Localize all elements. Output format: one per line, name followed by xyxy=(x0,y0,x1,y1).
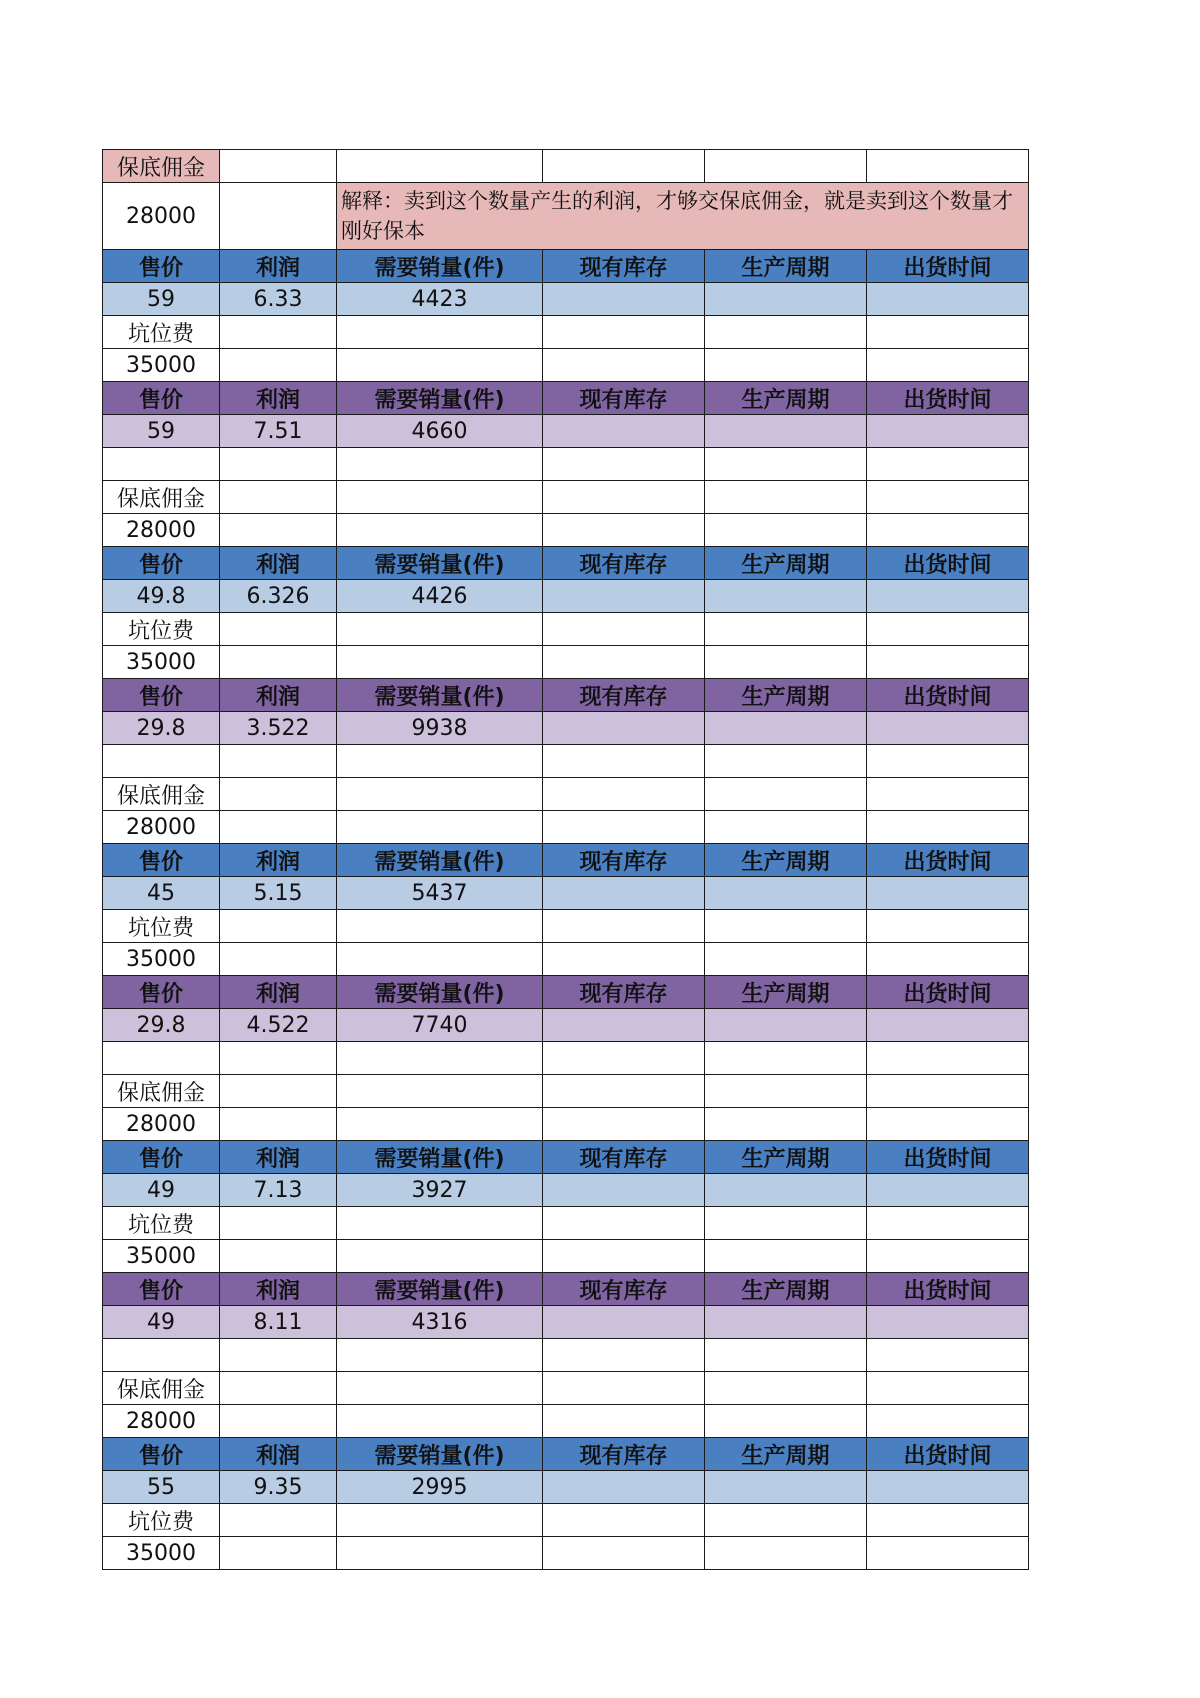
empty-cell[interactable] xyxy=(337,1372,543,1405)
empty-cell[interactable] xyxy=(705,1504,867,1537)
quantity-cell[interactable]: 5437 xyxy=(337,877,543,910)
spacer-row xyxy=(103,448,1029,481)
header-row xyxy=(103,976,1029,1009)
empty-cell[interactable] xyxy=(543,877,705,910)
quantity-cell[interactable]: 3927 xyxy=(337,1174,543,1207)
empty-cell[interactable] xyxy=(705,811,867,844)
empty-cell[interactable] xyxy=(220,183,337,250)
fee-value-cell[interactable]: 35000 xyxy=(103,646,220,679)
empty-cell[interactable] xyxy=(543,514,705,547)
empty-cell[interactable] xyxy=(543,910,705,943)
empty-cell[interactable] xyxy=(705,943,867,976)
empty-cell[interactable] xyxy=(337,778,543,811)
column-header[interactable]: 售价 xyxy=(103,844,220,877)
empty-cell[interactable] xyxy=(867,811,1029,844)
fee-label-row xyxy=(103,150,1029,183)
empty-cell[interactable] xyxy=(220,1240,337,1273)
column-header[interactable]: 出货时间 xyxy=(867,844,1029,877)
empty-cell[interactable] xyxy=(337,745,543,778)
column-header[interactable]: 出货时间 xyxy=(867,976,1029,1009)
value-row xyxy=(103,415,1029,448)
empty-cell[interactable] xyxy=(220,811,337,844)
profit-cell[interactable]: 6.326 xyxy=(220,580,337,613)
empty-cell[interactable] xyxy=(220,481,337,514)
empty-cell[interactable] xyxy=(103,1339,220,1372)
fee-label-cell[interactable]: 保底佣金 xyxy=(103,778,220,811)
column-header[interactable]: 利润 xyxy=(220,1141,337,1174)
empty-cell[interactable] xyxy=(543,778,705,811)
column-header[interactable]: 生产周期 xyxy=(705,1273,867,1306)
empty-cell[interactable] xyxy=(867,1240,1029,1273)
empty-cell[interactable] xyxy=(220,1372,337,1405)
empty-cell[interactable] xyxy=(705,580,867,613)
column-header[interactable]: 出货时间 xyxy=(867,679,1029,712)
value-row xyxy=(103,1471,1029,1504)
fee-value-row xyxy=(103,349,1029,382)
empty-cell[interactable] xyxy=(867,349,1029,382)
fee-value-cell[interactable]: 28000 xyxy=(103,514,220,547)
empty-cell[interactable] xyxy=(705,448,867,481)
empty-cell[interactable] xyxy=(543,745,705,778)
fee-value-cell[interactable]: 35000 xyxy=(103,349,220,382)
empty-cell[interactable] xyxy=(705,415,867,448)
column-header[interactable]: 需要销量(件) xyxy=(337,1141,543,1174)
column-header[interactable]: 现有库存 xyxy=(543,679,705,712)
column-header[interactable]: 生产周期 xyxy=(705,250,867,283)
empty-cell[interactable] xyxy=(337,150,543,183)
header-row xyxy=(103,1438,1029,1471)
column-header[interactable]: 现有库存 xyxy=(543,1438,705,1471)
empty-cell[interactable] xyxy=(337,349,543,382)
fee-label-row xyxy=(103,1372,1029,1405)
price-cell[interactable]: 55 xyxy=(103,1471,220,1504)
price-cell[interactable]: 49 xyxy=(103,1306,220,1339)
column-header[interactable]: 生产周期 xyxy=(705,1141,867,1174)
profit-cell[interactable]: 7.13 xyxy=(220,1174,337,1207)
column-header[interactable]: 出货时间 xyxy=(867,1438,1029,1471)
empty-cell[interactable] xyxy=(867,1372,1029,1405)
value-row xyxy=(103,1306,1029,1339)
empty-cell[interactable] xyxy=(103,745,220,778)
empty-cell[interactable] xyxy=(705,877,867,910)
pricing-sheet xyxy=(102,149,1029,1570)
fee-value-cell[interactable]: 28000 xyxy=(103,183,220,250)
price-cell[interactable]: 45 xyxy=(103,877,220,910)
empty-cell[interactable] xyxy=(220,316,337,349)
empty-cell[interactable] xyxy=(705,1405,867,1438)
empty-cell[interactable] xyxy=(867,283,1029,316)
fee-value-row xyxy=(103,1405,1029,1438)
column-header[interactable]: 利润 xyxy=(220,382,337,415)
empty-cell[interactable] xyxy=(705,778,867,811)
spacer-row xyxy=(103,745,1029,778)
fee-label-cell[interactable]: 保底佣金 xyxy=(103,1075,220,1108)
empty-cell[interactable] xyxy=(705,150,867,183)
profit-cell[interactable]: 9.35 xyxy=(220,1471,337,1504)
empty-cell[interactable] xyxy=(220,1537,337,1570)
empty-cell[interactable] xyxy=(867,1174,1029,1207)
empty-cell[interactable] xyxy=(337,1504,543,1537)
price-cell[interactable]: 49 xyxy=(103,1174,220,1207)
column-header[interactable]: 现有库存 xyxy=(543,547,705,580)
empty-cell[interactable] xyxy=(543,646,705,679)
empty-cell[interactable] xyxy=(337,1075,543,1108)
column-header[interactable]: 现有库存 xyxy=(543,382,705,415)
fee-label-row xyxy=(103,1207,1029,1240)
empty-cell[interactable] xyxy=(220,1042,337,1075)
profit-cell[interactable]: 8.11 xyxy=(220,1306,337,1339)
empty-cell[interactable] xyxy=(220,778,337,811)
empty-cell[interactable] xyxy=(337,910,543,943)
fee-label-row xyxy=(103,316,1029,349)
value-row xyxy=(103,283,1029,316)
column-header[interactable]: 现有库存 xyxy=(543,1141,705,1174)
profit-cell[interactable]: 7.51 xyxy=(220,415,337,448)
column-header[interactable]: 出货时间 xyxy=(867,250,1029,283)
column-header[interactable]: 需要销量(件) xyxy=(337,382,543,415)
empty-cell[interactable] xyxy=(867,514,1029,547)
spacer-row xyxy=(103,1339,1029,1372)
quantity-cell[interactable]: 4316 xyxy=(337,1306,543,1339)
empty-cell[interactable] xyxy=(867,1108,1029,1141)
empty-cell[interactable] xyxy=(705,514,867,547)
column-header[interactable]: 生产周期 xyxy=(705,547,867,580)
empty-cell[interactable] xyxy=(867,150,1029,183)
price-cell[interactable]: 29.8 xyxy=(103,1009,220,1042)
empty-cell[interactable] xyxy=(705,1207,867,1240)
empty-cell[interactable] xyxy=(337,514,543,547)
empty-cell[interactable] xyxy=(337,1405,543,1438)
empty-cell[interactable] xyxy=(220,448,337,481)
empty-cell[interactable] xyxy=(337,811,543,844)
price-cell[interactable]: 49.8 xyxy=(103,580,220,613)
column-header[interactable]: 售价 xyxy=(103,1438,220,1471)
empty-cell[interactable] xyxy=(867,1537,1029,1570)
empty-cell[interactable] xyxy=(705,1339,867,1372)
empty-cell[interactable] xyxy=(543,1075,705,1108)
empty-cell[interactable] xyxy=(543,1339,705,1372)
header-row xyxy=(103,382,1029,415)
empty-cell[interactable] xyxy=(337,1339,543,1372)
empty-cell[interactable] xyxy=(705,1009,867,1042)
column-header[interactable]: 利润 xyxy=(220,1273,337,1306)
empty-cell[interactable] xyxy=(867,316,1029,349)
empty-cell[interactable] xyxy=(543,415,705,448)
header-row xyxy=(103,844,1029,877)
fee-value-cell[interactable]: 35000 xyxy=(103,1537,220,1570)
empty-cell[interactable] xyxy=(867,1339,1029,1372)
fee-label-cell[interactable]: 坑位费 xyxy=(103,1207,220,1240)
column-header[interactable]: 生产周期 xyxy=(705,679,867,712)
empty-cell[interactable] xyxy=(543,1306,705,1339)
value-row xyxy=(103,580,1029,613)
empty-cell[interactable] xyxy=(543,1108,705,1141)
column-header[interactable]: 出货时间 xyxy=(867,1273,1029,1306)
header-row xyxy=(103,250,1029,283)
column-header[interactable]: 利润 xyxy=(220,1438,337,1471)
fee-value-row xyxy=(103,1537,1029,1570)
column-header[interactable]: 需要销量(件) xyxy=(337,679,543,712)
quantity-cell[interactable]: 9938 xyxy=(337,712,543,745)
empty-cell[interactable] xyxy=(543,1240,705,1273)
empty-cell[interactable] xyxy=(543,316,705,349)
fee-label-row xyxy=(103,481,1029,514)
empty-cell[interactable] xyxy=(220,1339,337,1372)
empty-cell[interactable] xyxy=(337,943,543,976)
empty-cell[interactable] xyxy=(705,1174,867,1207)
empty-cell[interactable] xyxy=(220,910,337,943)
empty-cell[interactable] xyxy=(705,910,867,943)
price-cell[interactable]: 59 xyxy=(103,415,220,448)
empty-cell[interactable] xyxy=(867,1009,1029,1042)
fee-label-cell[interactable]: 坑位费 xyxy=(103,1504,220,1537)
fee-label-cell[interactable]: 坑位费 xyxy=(103,613,220,646)
column-header[interactable]: 售价 xyxy=(103,1141,220,1174)
empty-cell[interactable] xyxy=(220,943,337,976)
column-header[interactable]: 生产周期 xyxy=(705,382,867,415)
empty-cell[interactable] xyxy=(543,150,705,183)
empty-cell[interactable] xyxy=(220,1504,337,1537)
column-header[interactable]: 利润 xyxy=(220,250,337,283)
fee-value-cell[interactable]: 28000 xyxy=(103,1108,220,1141)
empty-cell[interactable] xyxy=(867,877,1029,910)
empty-cell[interactable] xyxy=(867,448,1029,481)
empty-cell[interactable] xyxy=(705,1372,867,1405)
column-header[interactable]: 出货时间 xyxy=(867,547,1029,580)
empty-cell[interactable] xyxy=(543,1405,705,1438)
fee-label-row xyxy=(103,613,1029,646)
empty-cell[interactable] xyxy=(705,646,867,679)
empty-cell[interactable] xyxy=(705,283,867,316)
fee-value-row xyxy=(103,646,1029,679)
fee-label-row xyxy=(103,910,1029,943)
empty-cell[interactable] xyxy=(337,646,543,679)
empty-cell[interactable] xyxy=(867,1471,1029,1504)
fee-label-row xyxy=(103,778,1029,811)
empty-cell[interactable] xyxy=(867,1075,1029,1108)
fee-value-cell[interactable]: 28000 xyxy=(103,811,220,844)
column-header[interactable]: 利润 xyxy=(220,844,337,877)
fee-label-cell[interactable]: 坑位费 xyxy=(103,910,220,943)
empty-cell[interactable] xyxy=(543,1504,705,1537)
quantity-cell[interactable]: 7740 xyxy=(337,1009,543,1042)
quantity-cell[interactable]: 2995 xyxy=(337,1471,543,1504)
empty-cell[interactable] xyxy=(705,316,867,349)
empty-cell[interactable] xyxy=(867,943,1029,976)
empty-cell[interactable] xyxy=(867,1306,1029,1339)
column-header[interactable]: 生产周期 xyxy=(705,844,867,877)
column-header[interactable]: 售价 xyxy=(103,1273,220,1306)
empty-cell[interactable] xyxy=(543,448,705,481)
empty-cell[interactable] xyxy=(220,646,337,679)
empty-cell[interactable] xyxy=(543,1372,705,1405)
empty-cell[interactable] xyxy=(705,1108,867,1141)
fee-value-row xyxy=(103,811,1029,844)
fee-value-row xyxy=(103,943,1029,976)
fee-value-row xyxy=(103,514,1029,547)
empty-cell[interactable] xyxy=(220,1075,337,1108)
empty-cell[interactable] xyxy=(543,943,705,976)
column-header[interactable]: 需要销量(件) xyxy=(337,1273,543,1306)
empty-cell[interactable] xyxy=(220,349,337,382)
empty-cell[interactable] xyxy=(867,415,1029,448)
empty-cell[interactable] xyxy=(220,1108,337,1141)
price-cell[interactable]: 59 xyxy=(103,283,220,316)
spacer-row xyxy=(103,1042,1029,1075)
value-row xyxy=(103,1174,1029,1207)
empty-cell[interactable] xyxy=(705,1471,867,1504)
empty-cell[interactable] xyxy=(705,613,867,646)
empty-cell[interactable] xyxy=(705,481,867,514)
empty-cell[interactable] xyxy=(543,1471,705,1504)
empty-cell[interactable] xyxy=(220,514,337,547)
column-header[interactable]: 售价 xyxy=(103,679,220,712)
empty-cell[interactable] xyxy=(867,778,1029,811)
column-header[interactable]: 生产周期 xyxy=(705,976,867,1009)
empty-cell[interactable] xyxy=(867,613,1029,646)
header-row xyxy=(103,679,1029,712)
empty-cell[interactable] xyxy=(103,448,220,481)
fee-label-cell[interactable]: 保底佣金 xyxy=(103,150,220,183)
empty-cell[interactable] xyxy=(867,910,1029,943)
column-header[interactable]: 需要销量(件) xyxy=(337,844,543,877)
empty-cell[interactable] xyxy=(337,481,543,514)
empty-cell[interactable] xyxy=(543,712,705,745)
column-header[interactable]: 需要销量(件) xyxy=(337,1438,543,1471)
header-row xyxy=(103,1273,1029,1306)
fee-value-cell[interactable]: 35000 xyxy=(103,943,220,976)
column-header[interactable]: 利润 xyxy=(220,976,337,1009)
empty-cell[interactable] xyxy=(867,580,1029,613)
profit-cell[interactable]: 5.15 xyxy=(220,877,337,910)
empty-cell[interactable] xyxy=(543,1174,705,1207)
column-header[interactable]: 出货时间 xyxy=(867,382,1029,415)
fee-label-cell[interactable]: 保底佣金 xyxy=(103,481,220,514)
empty-cell[interactable] xyxy=(220,1207,337,1240)
column-header[interactable]: 售价 xyxy=(103,382,220,415)
empty-cell[interactable] xyxy=(705,349,867,382)
fee-value-row xyxy=(103,1240,1029,1273)
empty-cell[interactable] xyxy=(220,745,337,778)
column-header[interactable]: 售价 xyxy=(103,976,220,1009)
column-header[interactable]: 售价 xyxy=(103,547,220,580)
empty-cell[interactable] xyxy=(337,448,543,481)
empty-cell[interactable] xyxy=(543,349,705,382)
price-cell[interactable]: 29.8 xyxy=(103,712,220,745)
fee-label-cell[interactable]: 保底佣金 xyxy=(103,1372,220,1405)
empty-cell[interactable] xyxy=(543,481,705,514)
empty-cell[interactable] xyxy=(867,481,1029,514)
column-header[interactable]: 生产周期 xyxy=(705,1438,867,1471)
empty-cell[interactable] xyxy=(705,1075,867,1108)
column-header[interactable]: 出货时间 xyxy=(867,1141,1029,1174)
empty-cell[interactable] xyxy=(867,1207,1029,1240)
empty-cell[interactable] xyxy=(867,1504,1029,1537)
empty-cell[interactable] xyxy=(705,1537,867,1570)
column-header[interactable]: 现有库存 xyxy=(543,1273,705,1306)
column-header[interactable]: 需要销量(件) xyxy=(337,976,543,1009)
empty-cell[interactable] xyxy=(543,811,705,844)
fee-value-cell[interactable]: 35000 xyxy=(103,1240,220,1273)
profit-cell[interactable]: 4.522 xyxy=(220,1009,337,1042)
empty-cell[interactable] xyxy=(220,1405,337,1438)
empty-cell[interactable] xyxy=(867,1042,1029,1075)
value-row xyxy=(103,712,1029,745)
empty-cell[interactable] xyxy=(220,613,337,646)
header-row xyxy=(103,1141,1029,1174)
quantity-cell[interactable]: 4426 xyxy=(337,580,543,613)
column-header[interactable]: 需要销量(件) xyxy=(337,250,543,283)
empty-cell[interactable] xyxy=(867,646,1029,679)
value-row xyxy=(103,877,1029,910)
empty-cell[interactable] xyxy=(543,1537,705,1570)
empty-cell[interactable] xyxy=(337,1240,543,1273)
note-cell[interactable]: 解释：卖到这个数量产生的利润，才够交保底佣金，就是卖到这个数量才刚好保本 xyxy=(337,183,1029,250)
column-header[interactable]: 现有库存 xyxy=(543,844,705,877)
empty-cell[interactable] xyxy=(867,712,1029,745)
header-row xyxy=(103,547,1029,580)
column-header[interactable]: 现有库存 xyxy=(543,976,705,1009)
fee-value-cell[interactable]: 28000 xyxy=(103,1405,220,1438)
empty-cell[interactable] xyxy=(543,580,705,613)
empty-cell[interactable] xyxy=(543,1207,705,1240)
fee-value-row xyxy=(103,183,1029,250)
column-header[interactable]: 利润 xyxy=(220,547,337,580)
empty-cell[interactable] xyxy=(220,150,337,183)
empty-cell[interactable] xyxy=(867,1405,1029,1438)
empty-cell[interactable] xyxy=(337,1042,543,1075)
empty-cell[interactable] xyxy=(337,1108,543,1141)
empty-cell[interactable] xyxy=(705,745,867,778)
fee-value-row xyxy=(103,1108,1029,1141)
fee-label-row xyxy=(103,1075,1029,1108)
empty-cell[interactable] xyxy=(337,1537,543,1570)
empty-cell[interactable] xyxy=(337,316,543,349)
empty-cell[interactable] xyxy=(705,1240,867,1273)
empty-cell[interactable] xyxy=(705,712,867,745)
fee-label-cell[interactable]: 坑位费 xyxy=(103,316,220,349)
quantity-cell[interactable]: 4423 xyxy=(337,283,543,316)
quantity-cell[interactable]: 4660 xyxy=(337,415,543,448)
profit-cell[interactable]: 3.522 xyxy=(220,712,337,745)
empty-cell[interactable] xyxy=(543,1009,705,1042)
empty-cell[interactable] xyxy=(705,1306,867,1339)
value-row xyxy=(103,1009,1029,1042)
column-header[interactable]: 需要销量(件) xyxy=(337,547,543,580)
empty-cell[interactable] xyxy=(543,613,705,646)
fee-label-row xyxy=(103,1504,1029,1537)
empty-cell[interactable] xyxy=(543,1042,705,1075)
empty-cell[interactable] xyxy=(543,283,705,316)
column-header[interactable]: 现有库存 xyxy=(543,250,705,283)
profit-cell[interactable]: 6.33 xyxy=(220,283,337,316)
empty-cell[interactable] xyxy=(705,1042,867,1075)
empty-cell[interactable] xyxy=(867,745,1029,778)
column-header[interactable]: 利润 xyxy=(220,679,337,712)
empty-cell[interactable] xyxy=(337,613,543,646)
empty-cell[interactable] xyxy=(103,1042,220,1075)
empty-cell[interactable] xyxy=(337,1207,543,1240)
column-header[interactable]: 售价 xyxy=(103,250,220,283)
